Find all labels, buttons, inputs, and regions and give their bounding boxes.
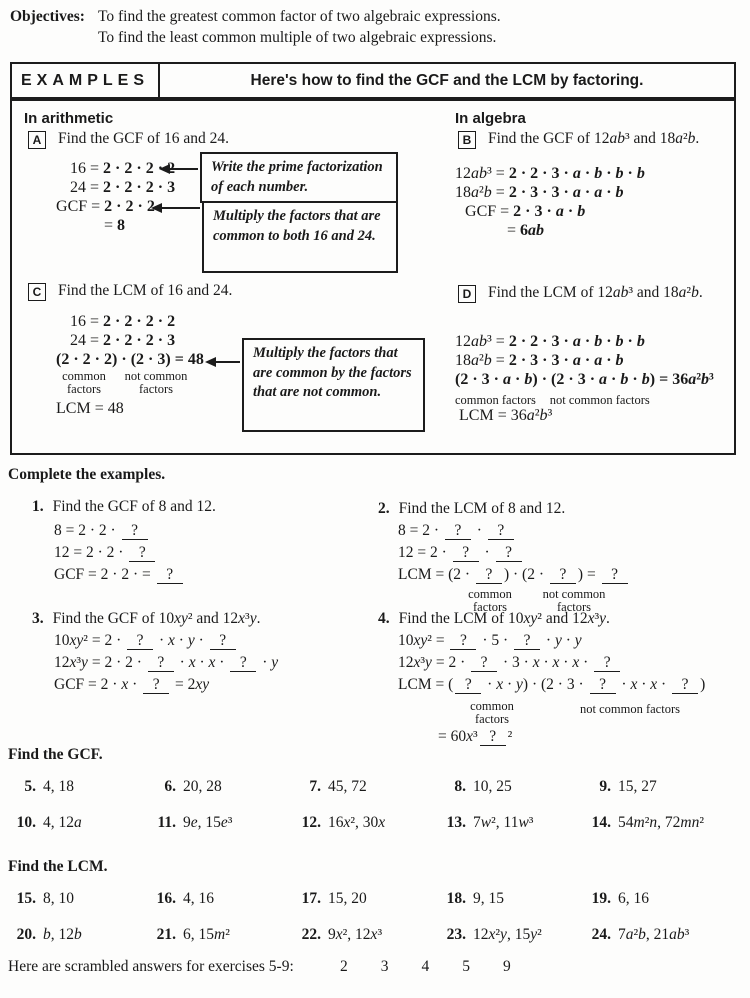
objective-line-1: To find the greatest common factor of two algebraic expressions. bbox=[98, 8, 501, 25]
exercise-item-15: 15. 8, 10 bbox=[16, 890, 74, 907]
callout-multiply-common: Multiply the factors that are common to both 16 and 24. bbox=[202, 201, 398, 273]
math-line: 12 = 2 · ? · ? bbox=[398, 544, 524, 562]
exercise-item-16: 16. 4, 16 bbox=[156, 890, 214, 907]
example-d-math bbox=[455, 333, 714, 390]
examples-box bbox=[10, 99, 736, 455]
example-b-math bbox=[455, 165, 645, 241]
math-line: 10xy² = ? · 5 · ? · y · y bbox=[398, 632, 582, 649]
example-b-tag: B bbox=[458, 131, 476, 149]
gcf-row-1 bbox=[8, 778, 742, 796]
math-line: = 8 bbox=[104, 217, 126, 234]
exercise-4 bbox=[378, 610, 706, 745]
math-line: 24 = 2 · 2 · 2 · 3 bbox=[70, 332, 176, 349]
examples-banner-label: EXAMPLES bbox=[12, 64, 160, 97]
not-common-factors-label: not common factors bbox=[580, 702, 680, 716]
exercise-item-13: 13. 7w², 11w³ bbox=[446, 814, 534, 831]
objective-line-2: To find the least common multiple of two algebraic expressions. bbox=[98, 29, 497, 46]
exercise-item-17: 17. 15, 20 bbox=[301, 890, 367, 907]
math-line: 12x³y = 2 · ? · 3 · x · x · x · ? bbox=[398, 654, 622, 672]
scrambled-answers bbox=[340, 958, 511, 976]
math-line: 12 = 2 · 2 · ? bbox=[54, 544, 157, 562]
example-a-math bbox=[56, 160, 175, 236]
math-line: 12x³y = 2 · 2 · ? · x · x · ? · y bbox=[54, 654, 279, 671]
example-c-tag: C bbox=[28, 283, 46, 301]
math-line: = 6ab bbox=[507, 222, 545, 239]
examples-banner bbox=[10, 62, 736, 99]
exercise-item-22: 22. 9x², 12x³ bbox=[301, 926, 383, 943]
exercise-item-24: 24. 7a²b, 21ab³ bbox=[591, 926, 690, 943]
exercise-2-title: 2. Find the LCM of 8 and 12. bbox=[378, 500, 566, 517]
objectives-label: Objectives: bbox=[10, 8, 85, 25]
example-a-title: Find the GCF of 16 and 24. bbox=[58, 130, 229, 147]
factor-labels-c bbox=[56, 370, 194, 396]
exercise-item-11: 11. 9e, 15e³ bbox=[157, 814, 233, 831]
exercise-1-title: 1. Find the GCF of 8 and 12. bbox=[32, 498, 216, 515]
exercise-2 bbox=[378, 500, 618, 614]
exercise-item-8: 8. 10, 25 bbox=[454, 778, 512, 795]
answer-value: 4 bbox=[421, 958, 430, 975]
callout-multiply-lcm: Multiply the factors that are common by the factors that are not common. bbox=[242, 338, 425, 432]
math-line: 18a²b = 2 · 3 · 3 · a · a · b bbox=[455, 352, 624, 369]
answer-value: 3 bbox=[380, 958, 389, 975]
examples-banner-title: Here's how to find the GCF and the LCM by factoring. bbox=[250, 71, 644, 89]
common-factors-label: common factors bbox=[62, 369, 106, 396]
exercise-3-title: 3. Find the GCF of 10xy² and 12x³y. bbox=[32, 610, 261, 627]
exercise-item-9: 9. 15, 27 bbox=[599, 778, 657, 795]
left-arrow-icon bbox=[216, 361, 240, 363]
answer-value: 9 bbox=[503, 958, 511, 975]
math-line: GCF = 2 · 3 · a · b bbox=[465, 203, 586, 220]
exercise-item-21: 21. 6, 15m² bbox=[156, 926, 230, 943]
exercise-item-19: 19. 6, 16 bbox=[591, 890, 649, 907]
exercise-item-14: 14. 54m²n, 72mn² bbox=[591, 814, 704, 831]
math-line: LCM = 48 bbox=[56, 400, 124, 417]
exercise-1 bbox=[32, 498, 216, 583]
left-arrow-icon bbox=[162, 207, 200, 209]
example-d-tag: D bbox=[458, 285, 476, 303]
in-arithmetic-heading: In arithmetic bbox=[24, 110, 114, 127]
scrambled-answers-label: Here are scrambled answers for exercises 5-9: bbox=[8, 958, 294, 975]
example-b-title: Find the GCF of 12ab³ and 18a²b. bbox=[488, 130, 700, 147]
math-line: 12ab³ = 2 · 2 · 3 · a · b · b · b bbox=[455, 165, 645, 182]
math-line: 8 = 2 · ? · ? bbox=[398, 522, 516, 540]
gcf-row-2 bbox=[8, 814, 742, 832]
exercise-item-5: 5. 4, 18 bbox=[24, 778, 74, 795]
example-c-math bbox=[56, 313, 204, 370]
math-line: (2 · 2 · 2) · (2 · 3) = 48 bbox=[56, 351, 204, 368]
factor-labels-e4 bbox=[398, 700, 680, 726]
math-line: 16 = 2 · 2 · 2 · 2 bbox=[70, 160, 176, 177]
example-d-title: Find the LCM of 12ab³ and 18a²b. bbox=[488, 284, 703, 301]
lcm-row-1 bbox=[8, 890, 742, 908]
exercise-item-12: 12. 16x², 30x bbox=[301, 814, 386, 831]
not-common-factors-label: not common factors bbox=[124, 369, 188, 396]
in-algebra-heading: In algebra bbox=[455, 110, 526, 127]
left-arrow-icon bbox=[170, 168, 198, 170]
math-line: 10xy² = 2 · ? · x · y · ? bbox=[54, 632, 238, 650]
complete-examples-heading: Complete the examples. bbox=[8, 466, 166, 483]
example-c-title: Find the LCM of 16 and 24. bbox=[58, 282, 233, 299]
math-line: GCF = 2 · 2 · = ? bbox=[54, 566, 185, 584]
math-line: LCM = (2 · ? ) · (2 · ? ) = ? bbox=[398, 566, 630, 584]
math-line: 8 = 2 · 2 · ? bbox=[54, 522, 150, 540]
example-a-tag: A bbox=[28, 131, 46, 149]
common-factors-label: common factors bbox=[455, 393, 536, 407]
lcm-row-2 bbox=[8, 926, 742, 944]
callout-prime-factorization: Write the prime factorization of each number. bbox=[200, 152, 398, 203]
not-common-factors-label: not common factors bbox=[549, 393, 650, 407]
math-line: 12ab³ = 2 · 2 · 3 · a · b · b · b bbox=[455, 333, 645, 350]
math-line: 24 = 2 · 2 · 2 · 3 bbox=[70, 179, 176, 196]
answer-value: 5 bbox=[462, 958, 470, 975]
math-line: GCF = 2 · x · ? = 2xy bbox=[54, 676, 210, 693]
common-factors-label: common factors bbox=[468, 587, 512, 614]
math-line: 18a²b = 2 · 3 · 3 · a · a · b bbox=[455, 184, 624, 201]
find-lcm-heading: Find the LCM. bbox=[8, 858, 108, 875]
math-line: LCM = 36a²b³ bbox=[459, 407, 553, 424]
exercise-item-20: 20. b, 12b bbox=[16, 926, 82, 943]
common-factors-label: common factors bbox=[470, 699, 514, 726]
exercise-item-23: 23. 12x²y, 15y² bbox=[446, 926, 542, 943]
exercise-item-10: 10. 4, 12a bbox=[16, 814, 82, 831]
math-line: LCM = ( ? · x · y) · (2 · 3 · ? · x · x · ? ) bbox=[398, 676, 706, 693]
exercise-item-18: 18. 9, 15 bbox=[446, 890, 504, 907]
exercise-4-title: 4. Find the LCM of 10xy² and 12x³y. bbox=[378, 610, 610, 627]
math-line: 16 = 2 · 2 · 2 · 2 bbox=[70, 313, 176, 330]
find-gcf-heading: Find the GCF. bbox=[8, 746, 103, 763]
exercise-3 bbox=[32, 610, 279, 693]
answer-value: 2 bbox=[340, 958, 348, 975]
not-common-factors-label: not common factors bbox=[542, 587, 606, 614]
math-line: (2 · 3 · a · b) · (2 · 3 · a · b · b) = 36a²b³ bbox=[455, 371, 714, 388]
math-line: GCF = 2 · 2 · 2 bbox=[56, 198, 155, 215]
exercise-item-7: 7. 45, 72 bbox=[309, 778, 367, 795]
exercise-item-6: 6. 20, 28 bbox=[164, 778, 222, 795]
math-line: = 60x³ ? ² bbox=[438, 728, 513, 745]
